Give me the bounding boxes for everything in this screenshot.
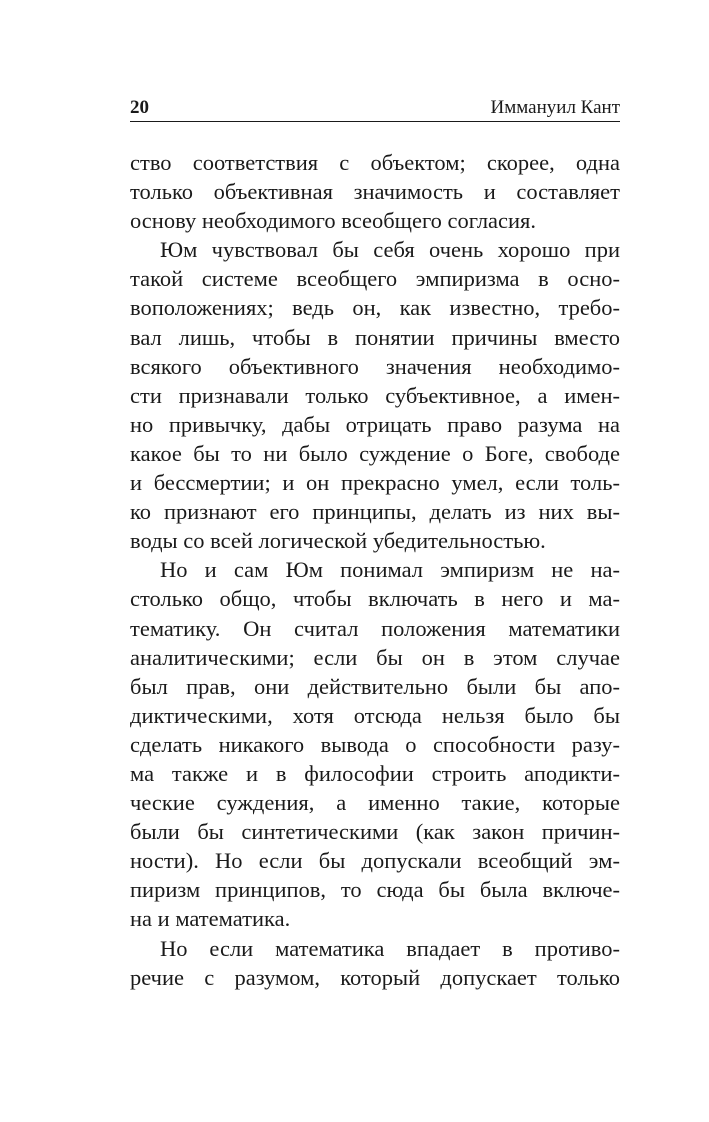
text-line: воположениях; ведь он, как известно, требо- xyxy=(130,295,620,321)
header-rule xyxy=(130,121,620,122)
paragraph xyxy=(130,148,620,235)
text-line: основу необходимого всеобщего согласия. xyxy=(130,208,537,234)
text-line: и бессмертии; и он прекрасно умел, если толь- xyxy=(130,470,620,496)
paragraph xyxy=(130,555,620,933)
text-line: какое бы то ни было суждение о Боге, свободе xyxy=(130,440,620,466)
text-line: аналитическими; если бы он в этом случае xyxy=(130,644,620,670)
text-line: Но и сам Юм понимал эмпиризм не на- xyxy=(160,557,620,583)
text-line: ство соответствия с объектом; скорее, одна xyxy=(130,150,620,175)
text-line: речие с разумом, который допускает только xyxy=(130,964,620,990)
text-line: был прав, они действительно были бы апо- xyxy=(130,673,620,699)
text-line: всякого объективного значения необходимо- xyxy=(130,353,620,379)
running-head xyxy=(130,96,620,120)
text-line: такой системе всеобщего эмпиризма в осно- xyxy=(130,266,620,292)
text-line: Юм чувствовал бы себя очень хорошо при xyxy=(160,237,620,263)
text-line: пиризм принципов, то сюда бы была включе- xyxy=(130,877,620,903)
paragraph xyxy=(130,934,620,992)
text-line: ма также и в философии строить аподикти- xyxy=(130,760,620,786)
text-line: тематику. Он считал положения математики xyxy=(130,615,620,641)
text-line: диктическими, хотя отсюда нельзя было бы xyxy=(130,702,620,728)
text-line: вал лишь, чтобы в понятии причины вместо xyxy=(130,324,620,350)
text-line: ности). Но если бы допускали всеобщий эм- xyxy=(130,848,620,874)
running-head-author: Иммануил Кант xyxy=(490,97,620,118)
text-line: Но если математика впадает в противо- xyxy=(160,935,620,961)
text-line: на и математика. xyxy=(130,906,291,932)
text-line: но привычку, дабы отрицать право разума на xyxy=(130,411,620,437)
book-page xyxy=(130,96,620,990)
text-line: воды со всей логической убедительностью. xyxy=(130,528,546,554)
paragraph xyxy=(130,235,620,555)
page-number: 20 xyxy=(130,97,149,118)
text-line: ко признают его принципы, делать из них вы- xyxy=(130,499,620,525)
text-line: сти признавали только субъективное, а имен- xyxy=(130,382,620,408)
text-line: столько общо, чтобы включать в него и ма- xyxy=(130,586,620,612)
text-line: сделать никакого вывода о способности разу- xyxy=(130,731,620,757)
text-line: были бы синтетическими (как закон причин- xyxy=(130,819,620,845)
text-line: только объективная значимость и составляет xyxy=(130,179,620,205)
text-line: ческие суждения, а именно такие, которые xyxy=(130,790,620,816)
body-text xyxy=(130,148,620,992)
